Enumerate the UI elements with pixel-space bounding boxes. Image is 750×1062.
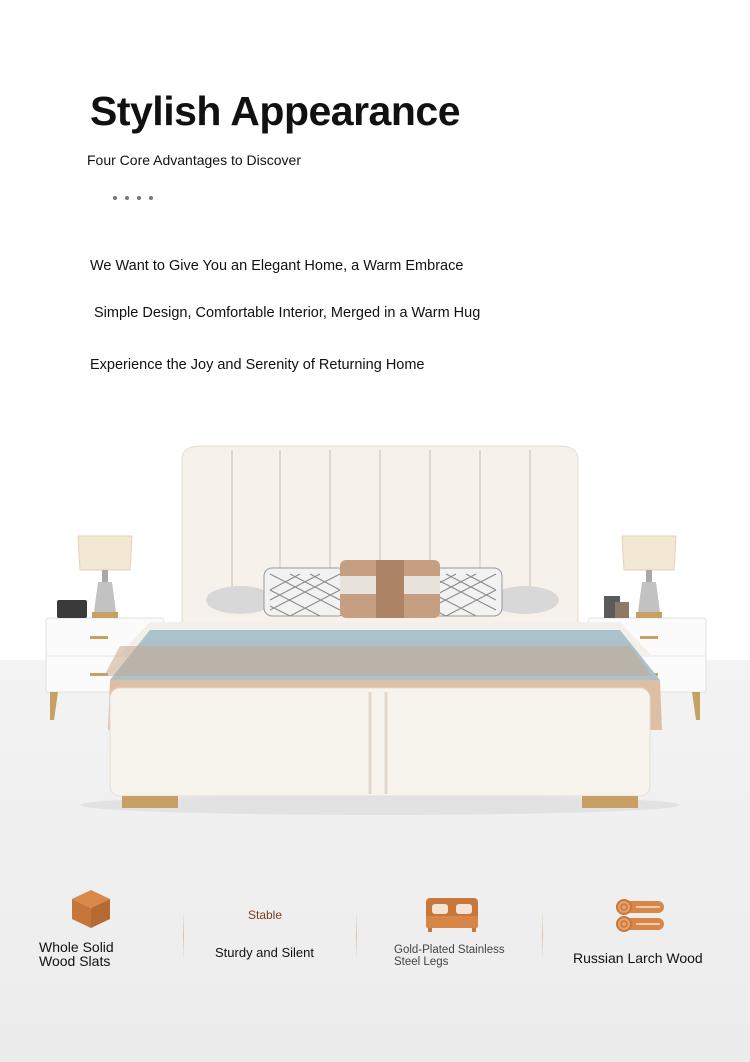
feature-3-line2: Steel Legs — [394, 956, 449, 968]
features-strip — [0, 880, 750, 990]
feature-3-line1: Gold-Plated Stainless — [394, 944, 505, 956]
dot — [125, 196, 129, 200]
box-icon — [70, 888, 112, 930]
feature-1-line2: Wood Slats — [39, 953, 111, 969]
decorative-dots — [113, 196, 153, 200]
tagline-1: We Want to Give You an Elegant Home, a Warm Embrace — [90, 258, 464, 274]
feature-label — [394, 944, 505, 968]
bed-icon — [424, 896, 480, 934]
tagline-2: Simple Design, Comfortable Interior, Merged in a Warm Hug — [94, 305, 481, 321]
logs-icon — [614, 898, 666, 934]
page-subtitle: Four Core Advantages to Discover — [87, 152, 301, 168]
divider — [183, 910, 184, 960]
feature-label — [39, 940, 114, 968]
divider — [356, 910, 357, 960]
feature-2-caption: Stable — [248, 908, 283, 922]
dot — [137, 196, 141, 200]
page-title: Stylish Appearance — [90, 88, 461, 134]
feature-4-label: Russian Larch Wood — [573, 950, 703, 966]
feature-2-label: Sturdy and Silent — [215, 945, 315, 960]
dot — [113, 196, 117, 200]
footboard — [110, 688, 650, 796]
dot — [149, 196, 153, 200]
feature-1-line1: Whole Solid — [39, 939, 114, 955]
bed-product-image — [0, 430, 750, 820]
divider — [542, 910, 543, 960]
tagline-3: Experience the Joy and Serenity of Returning Home — [90, 357, 425, 373]
